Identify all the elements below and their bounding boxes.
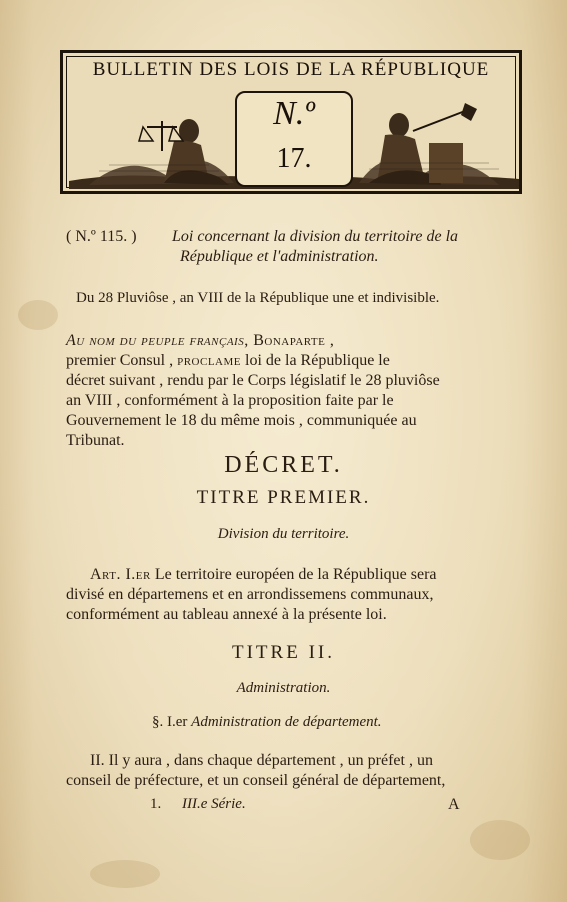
footer-series: III.e Série. bbox=[182, 796, 246, 812]
preamble-line-5: Gouvernement le 18 du même mois , communiquée au bbox=[66, 412, 417, 429]
article-1-line-1 bbox=[90, 566, 437, 584]
preamble-bonaparte: , Bonaparte , bbox=[244, 332, 335, 349]
preamble-line-6: Tribunat. bbox=[66, 432, 125, 449]
titre-premier-heading: TITRE PREMIER. bbox=[196, 487, 371, 508]
preamble-loi: loi de la République le bbox=[245, 352, 390, 369]
preamble-opening: Au nom du peuple français bbox=[66, 332, 245, 349]
bulletin-header bbox=[60, 50, 522, 194]
preamble-consul: premier Consul , bbox=[66, 352, 174, 369]
law-title-line-2: République et l'administration. bbox=[180, 248, 379, 265]
law-date: Du 28 Pluviôse , an VIII de la République une et indivisible. bbox=[76, 290, 440, 306]
preamble-proclame: proclame bbox=[177, 352, 241, 369]
article-1-line-3: conformément au tableau annexé à la présente loi. bbox=[66, 606, 387, 623]
preamble-line-3: décret suivant , rendu par le Corps législatif le 28 pluviôse bbox=[66, 372, 440, 389]
number-label: N.º bbox=[273, 95, 315, 132]
preamble-line-2 bbox=[66, 352, 390, 370]
law-number: ( N.º 115. ) bbox=[66, 228, 137, 245]
section-1-title: Administration de département. bbox=[191, 714, 382, 730]
preamble-line-1 bbox=[66, 332, 334, 350]
footer-quire-mark: A bbox=[448, 796, 460, 813]
decret-heading: DÉCRET. bbox=[224, 452, 343, 478]
bulletin-title: BULLETIN DES LOIS DE LA RÉPUBLIQUE bbox=[92, 59, 490, 80]
article-1-label: Art. I.er bbox=[90, 566, 151, 583]
titre-premier-subtitle: Division du territoire. bbox=[217, 526, 350, 542]
number-cartouche bbox=[235, 91, 353, 187]
preamble-line-4: an VIII , conformément à la proposition faite par le bbox=[66, 392, 394, 409]
article-2-line-1: II. Il y aura , dans chaque département , un préfet , un bbox=[90, 752, 433, 769]
section-1-heading bbox=[152, 714, 382, 731]
titre-2-subtitle: Administration. bbox=[236, 680, 331, 696]
titre-2-heading: TITRE II. bbox=[232, 642, 335, 663]
article-1-line-2: divisé en départemens et en arrondissemens communaux, bbox=[66, 586, 434, 603]
paper-stain bbox=[470, 820, 530, 860]
number-value: 17. bbox=[276, 143, 312, 174]
footer-signature: 1. bbox=[150, 796, 162, 812]
article-1-text-1: Le territoire européen de la République sera bbox=[154, 566, 437, 583]
law-title-line-1: Loi concernant la division du territoire de la bbox=[172, 228, 459, 245]
paper-stain bbox=[90, 860, 160, 888]
section-1-label: §. I.er bbox=[152, 714, 188, 730]
article-2-line-2: conseil de préfecture, et un conseil général de département, bbox=[66, 772, 446, 789]
paper-stain bbox=[18, 300, 58, 330]
